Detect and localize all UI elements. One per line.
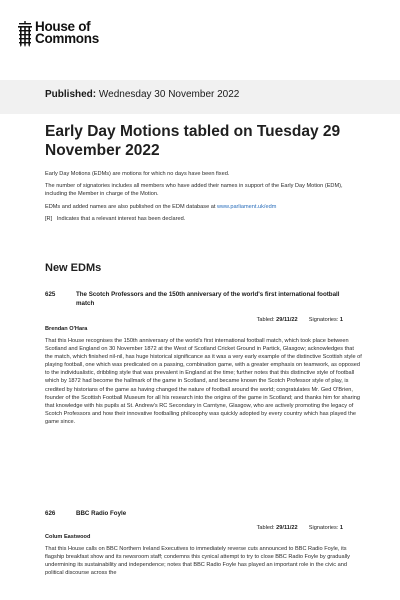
intro-paragraph-3-text: EDMs and added names are also published on the EDM database at <box>45 203 216 210</box>
signatories-count: 1 <box>339 525 343 531</box>
published-label: Published: <box>45 89 97 100</box>
logo-line-2: Commons <box>35 30 99 46</box>
edm-sponsor: Brendan O'Hara <box>45 326 88 332</box>
signatories-label: Signatories: <box>308 525 339 531</box>
tabled-date: 29/11/22 <box>276 525 298 531</box>
tabled-label: Tabled: <box>256 317 275 323</box>
edm-number: 625 <box>45 291 56 298</box>
portcullis-icon <box>18 21 32 47</box>
intro-paragraph-2: The number of signatories includes all members who have added their names in support of the Early Day Motion (EDM), including the Member in charge of the Motion. <box>45 183 343 198</box>
edm-body-text: That this House calls on BBC Northern Ireland Executives to immediately reverse cuts announced to BBC Radio Foyle, its flagship breakfast show and its newsroom staff; condemns this cynical attempt to try to close BBC Radio Foyle by gradually undermining its sustainability and independence; notes that BBC Radio Foyle has played an important role in the civic and political discourse across the <box>45 546 350 577</box>
section-title: New EDMs <box>45 262 102 274</box>
logo-line-1: House of <box>35 19 91 34</box>
signatories-count: 1 <box>339 317 343 323</box>
signatories-label: Signatories: <box>308 317 339 323</box>
tabled-date: 29/11/22 <box>276 317 298 323</box>
edm-database-link[interactable]: www.parliament.uk/edm <box>216 203 277 210</box>
house-of-commons-logo <box>18 21 99 47</box>
edm-body-text: That this House recognises the 150th anniversary of the world's first international football match, which took place between Scotland and England on 30 November 1872 at the West of Scotland Cricket Ground in Partick, Glasgow; acknowledges that the match, which finished nil-nil, has huge historical significance as it was a very early example of the distinctive Scottish style of playing football, one which was predicated on a passing, combination game, with a greater emphasis on teamwork, as opposed to the individualistic, dribbling style that was prevalent in England at the time; further notes that this distinctive style of football which by 1872 had become the hallmark of the game in Scotland, and became known the Scotch Professor style of play, is credited by historians of the game as having changed the nature of football around the world; congratulates Mr. Ged O'Brien, founder of the Scottish Football Museum for all his research into the origins of the game in Scotland; and thanks him for sharing that knowledge with his pupils at St. Andrew's RC Secondary in Carntyne, Glasgow, who are actively promoting the legacy of Scotch Professors and how their innovative footballing philosophy was quickly adopted by every country which has played the game since. <box>45 338 362 425</box>
edm-meta <box>257 317 343 323</box>
edm-title: The Scotch Professors and the 150th anniversary of the world's first international football match <box>76 291 340 307</box>
edm-number: 626 <box>45 510 56 517</box>
intro-paragraph-1: Early Day Motions (EDMs) are motions for which no days have been fixed. <box>45 171 230 177</box>
edm-meta <box>257 525 343 531</box>
page-title: Early Day Motions tabled on Tuesday 29 November 2022 <box>45 123 341 159</box>
published-date: Wednesday 30 November 2022 <box>98 89 240 100</box>
intro-text <box>45 170 365 227</box>
edm-sponsor: Colum Eastwood <box>45 534 91 540</box>
tabled-label: Tabled: <box>256 525 275 531</box>
intro-paragraph-4: [R] Indicates that a relevant interest has been declared. <box>45 215 186 222</box>
edm-title: BBC Radio Foyle <box>76 510 127 517</box>
intro-paragraph-3 <box>45 203 365 211</box>
published-line <box>45 89 239 100</box>
